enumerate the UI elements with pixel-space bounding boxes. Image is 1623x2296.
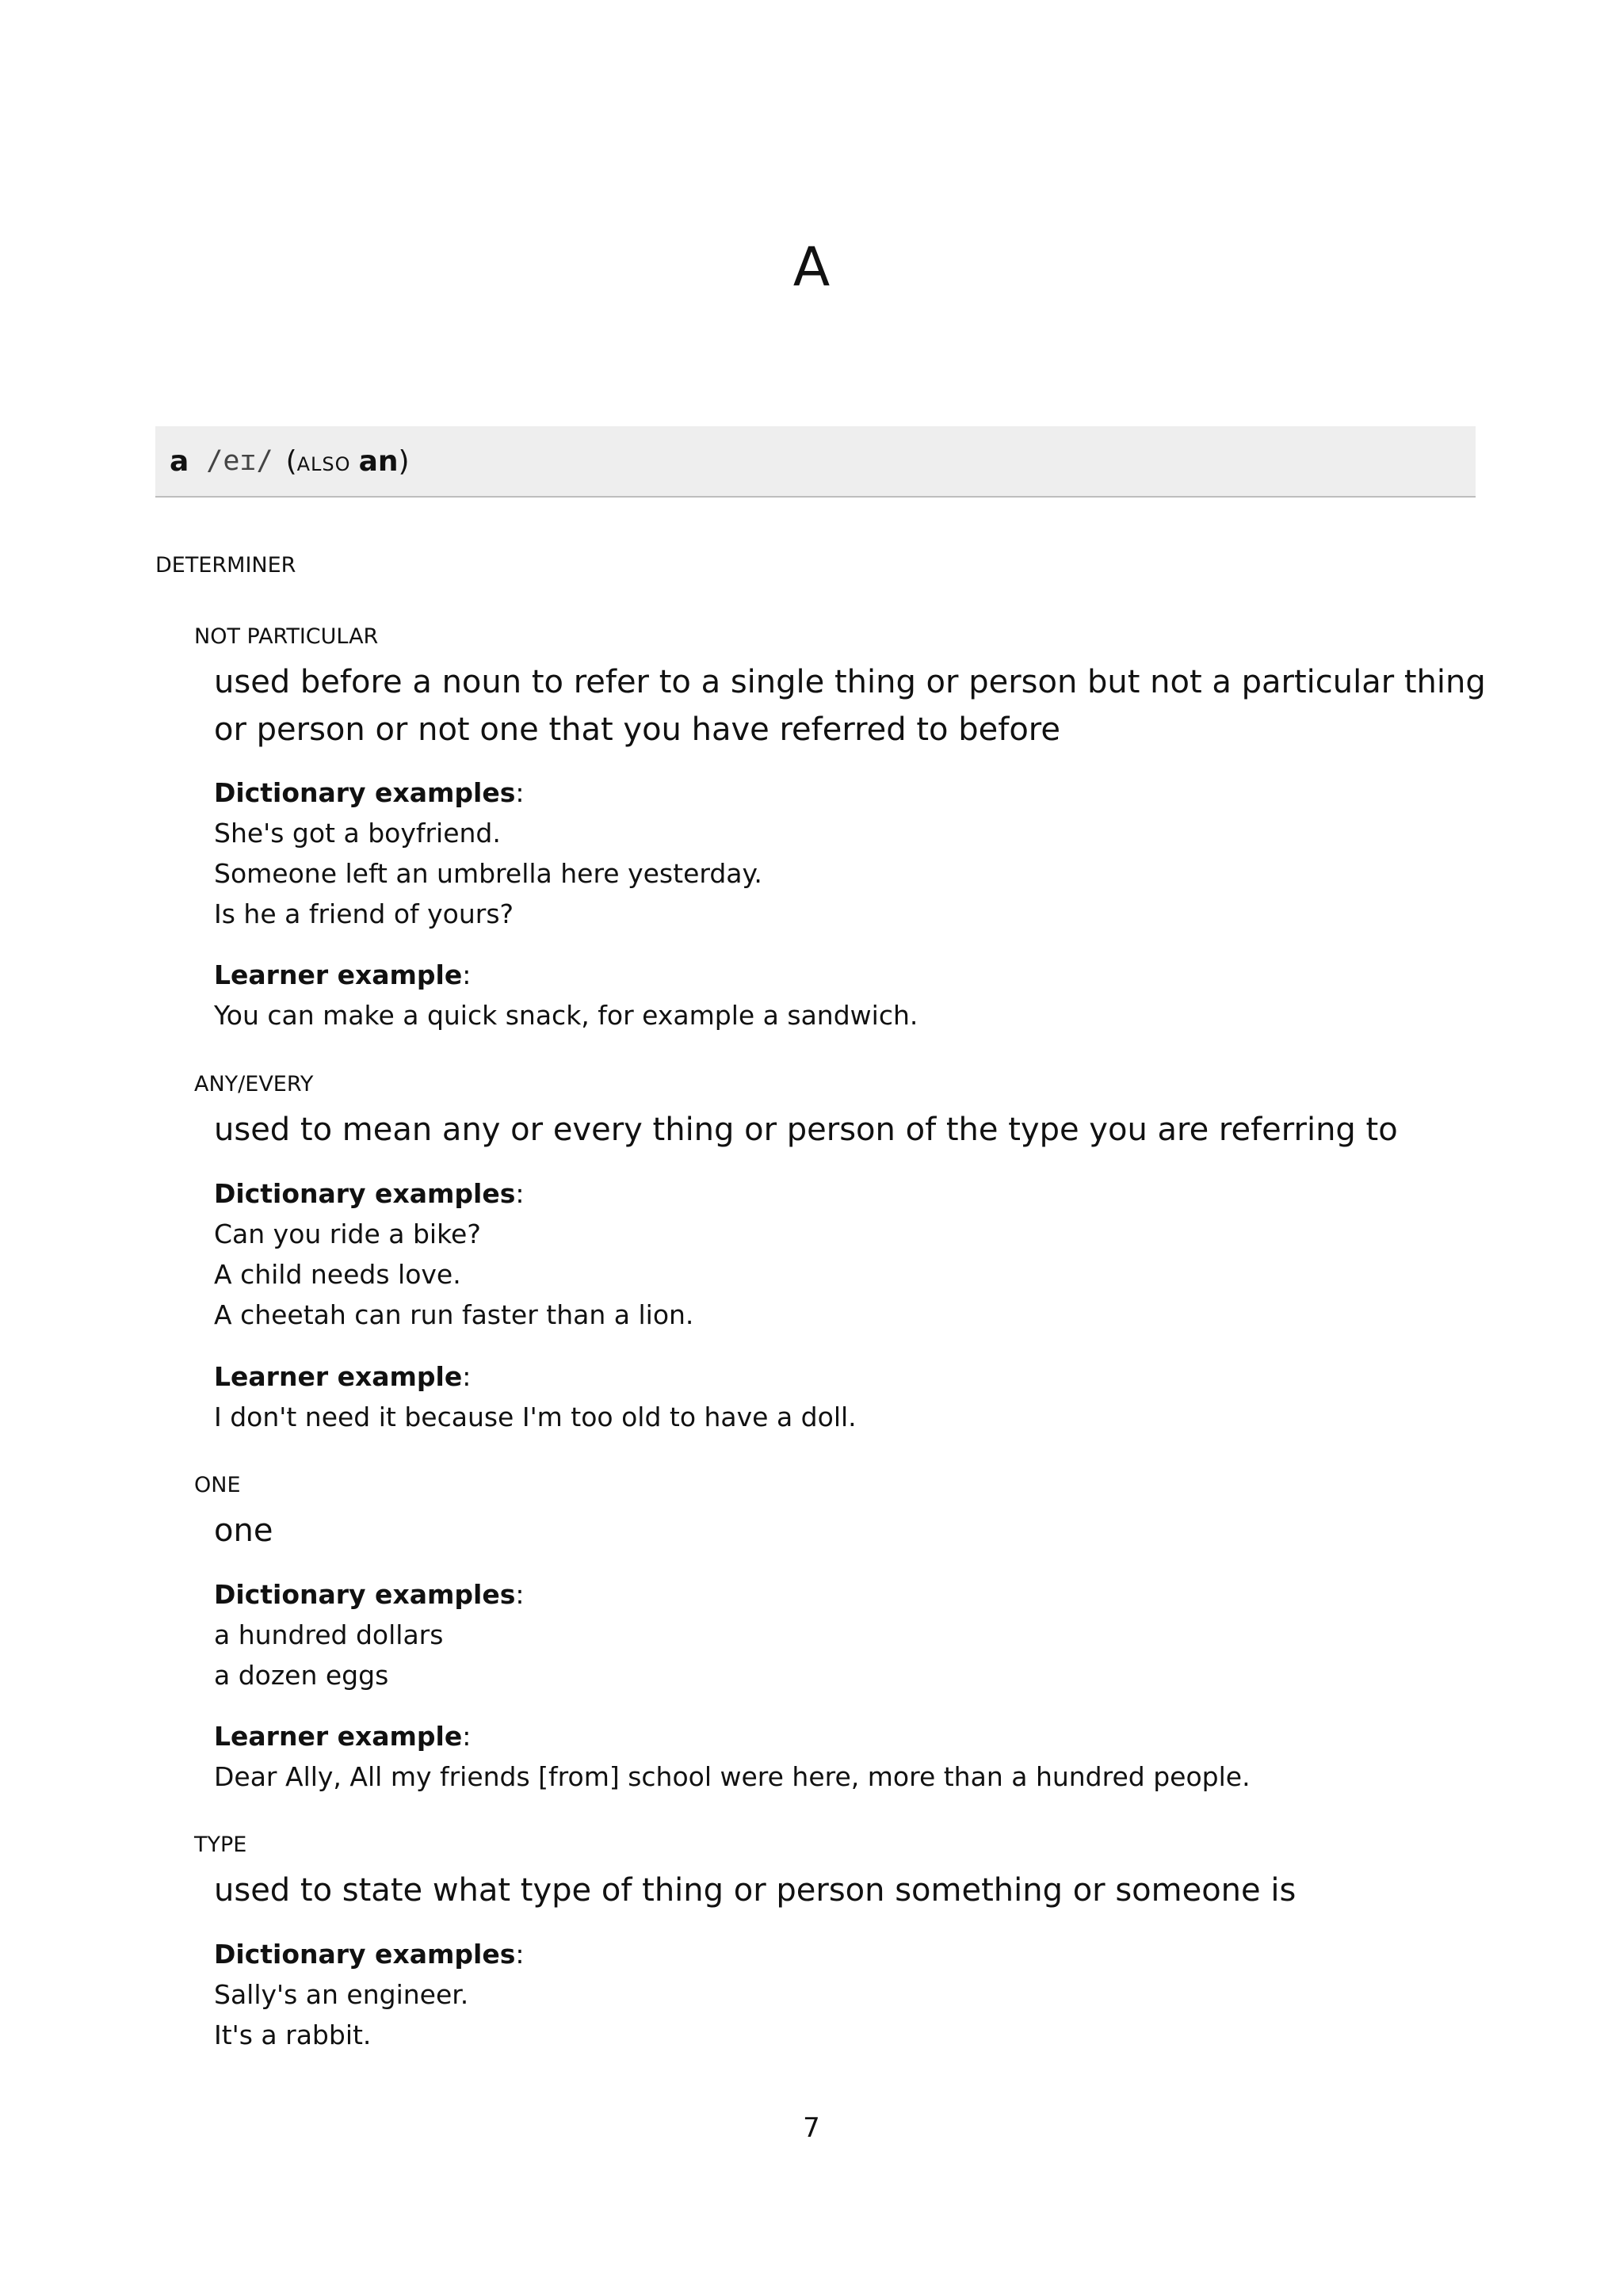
page-number: 7 — [803, 2112, 820, 2144]
sense-label: TYPE — [194, 1833, 247, 1857]
learner-example-heading: Learner example: — [214, 1721, 472, 1752]
part-of-speech: DETERMINER — [155, 553, 296, 578]
dictionary-example: It's a rabbit. — [214, 2019, 372, 2050]
sense-definition: used to mean any or every thing or person of the type you are referring to — [214, 1112, 1398, 1148]
alternative-form — [286, 445, 410, 478]
also-label: ALSO — [296, 452, 351, 475]
dictionary-example: A cheetah can run faster than a lion. — [214, 1299, 694, 1330]
dictionary-example: Sally's an engineer. — [214, 1979, 469, 2010]
dictionary-examples-heading: Dictionary examples: — [214, 777, 525, 808]
dictionary-example: Can you ride a bike? — [214, 1219, 481, 1249]
learner-example-heading: Learner example: — [214, 1361, 472, 1392]
alternative-close-paren: ) — [398, 444, 410, 478]
dictionary-example: Is he a friend of yours? — [214, 898, 514, 929]
dictionary-examples-heading-text: Dictionary examples — [214, 1178, 516, 1209]
sense-label: ONE — [194, 1473, 241, 1497]
dictionary-example: a dozen eggs — [214, 1660, 389, 1691]
learner-example-heading-text: Learner example — [214, 1361, 463, 1392]
learner-example-heading-text: Learner example — [214, 1721, 463, 1752]
dictionary-examples-heading: Dictionary examples: — [214, 1178, 525, 1209]
dictionary-example: She's got a boyfriend. — [214, 818, 501, 849]
learner-example-heading-text: Learner example — [214, 959, 463, 990]
headword: a — [170, 444, 189, 478]
dictionary-examples-heading: Dictionary examples: — [214, 1579, 525, 1610]
sense-definition: used to state what type of thing or person something or someone is — [214, 1872, 1296, 1909]
dictionary-examples-heading-text: Dictionary examples — [214, 1579, 516, 1610]
sense-label: NOT PARTICULAR — [194, 624, 379, 649]
pronunciation: /eɪ/ — [206, 445, 273, 477]
entry-header — [155, 426, 1476, 498]
dictionary-example: a hundred dollars — [214, 1619, 444, 1650]
alternative-form-word: an — [358, 444, 399, 478]
sense-definition: one — [214, 1512, 273, 1549]
sense-definition: used before a noun to refer to a single thing or person but not a particular thing or person or not one that you have referred to before — [214, 664, 1486, 748]
learner-example: You can make a quick snack, for example a sandwich. — [214, 1000, 918, 1031]
learner-example-heading: Learner example: — [214, 959, 472, 990]
learner-example: I don't need it because I'm too old to have a doll. — [214, 1402, 857, 1432]
dictionary-examples-heading-text: Dictionary examples — [214, 1939, 516, 1970]
dictionary-examples-heading: Dictionary examples: — [214, 1939, 525, 1970]
sense-label: ANY/EVERY — [194, 1072, 314, 1097]
learner-example: Dear Ally, All my friends [from] school were here, more than a hundred people. — [214, 1761, 1251, 1792]
dictionary-example: A child needs love. — [214, 1259, 461, 1290]
dictionary-example: Someone left an umbrella here yesterday. — [214, 858, 762, 889]
page-letter-heading: A — [792, 236, 831, 299]
alternative-open-paren: ( — [285, 444, 297, 478]
dictionary-examples-heading-text: Dictionary examples — [214, 777, 516, 808]
